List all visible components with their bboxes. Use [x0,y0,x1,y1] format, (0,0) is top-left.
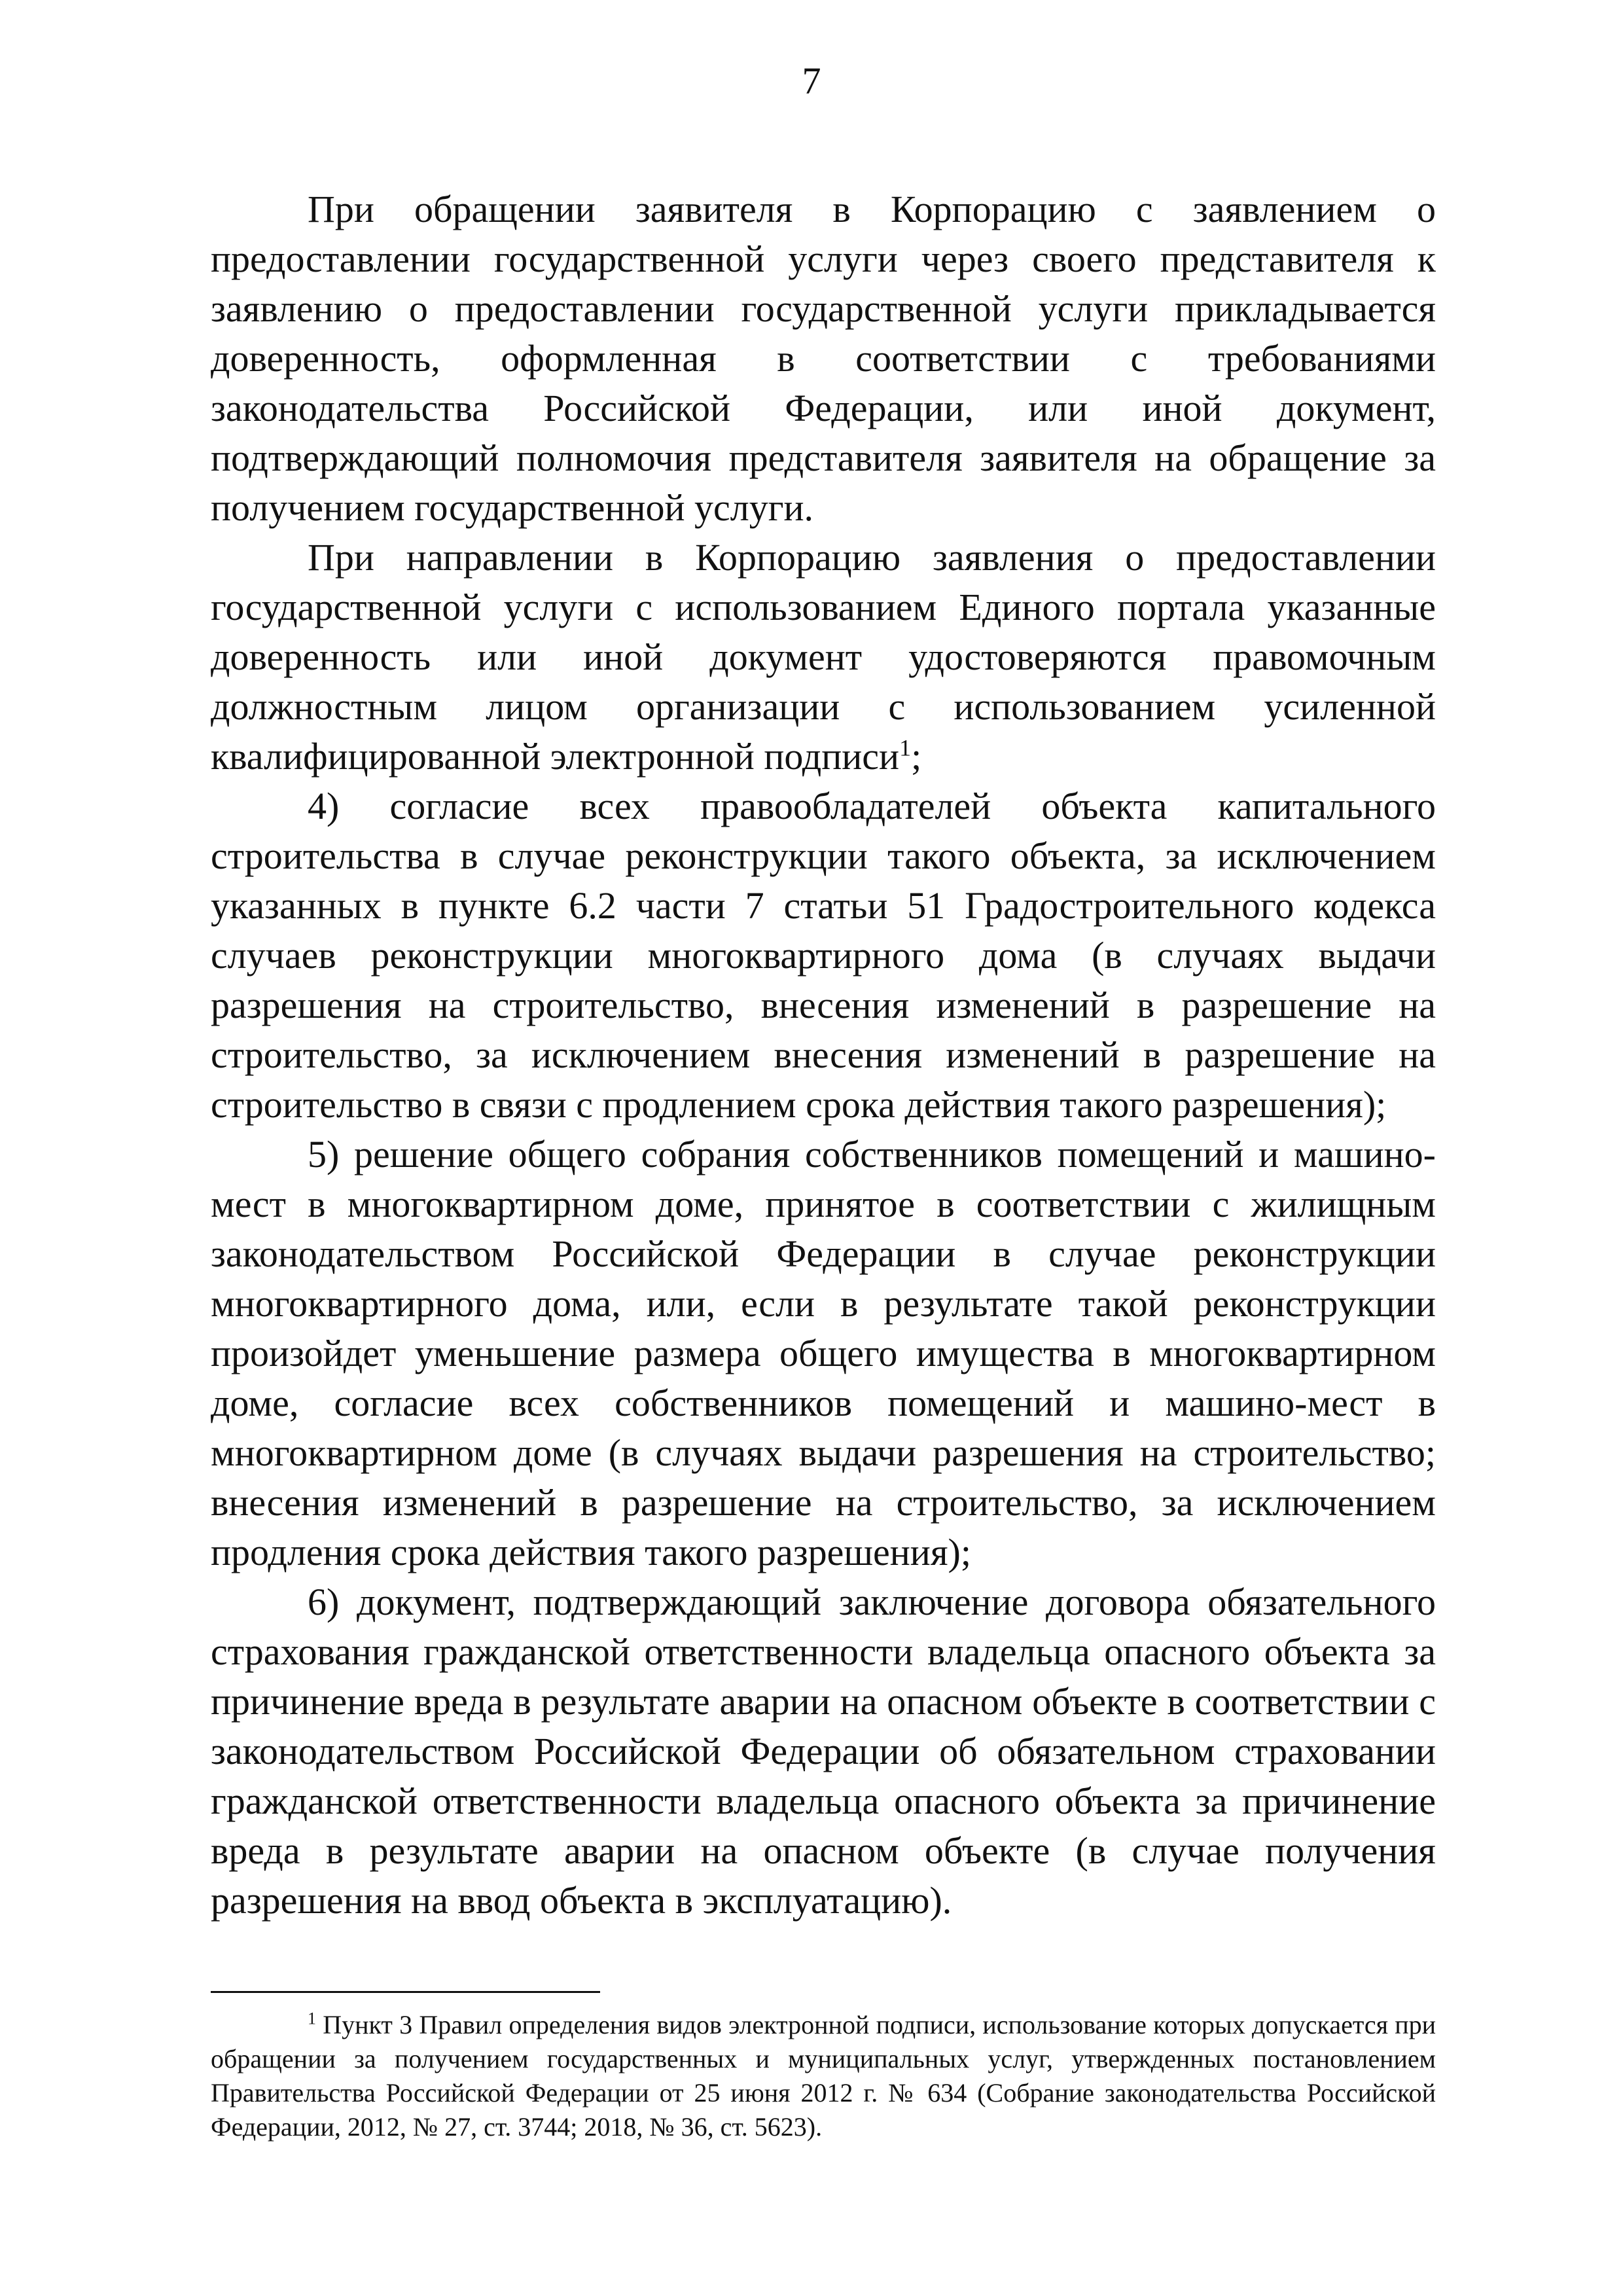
paragraph-text: 5) решение общего собрания собственников помещений и машино-мест в многоквартирном доме, принятое в соответствии с жилищным законодательством Российской Федерации в случае реконструкции многоквартирного дома, или, если в результате такой реконструкции произойдет уменьшение размера общего имущества в многоквартирном доме, согласие всех собственников помещений и машино-мест в многоквартирном доме (в случаях выдачи разрешения на строительство; внесения изменений в разрешение на строительство, за исключением продления срока действия такого разрешения); [211,1133,1436,1573]
paragraph-item-5 [211,1130,1436,1577]
page-number: 7 [802,60,821,102]
footnote-reference: 1 [899,734,912,761]
paragraph-text: 6) документ, подтверждающий заключение договора обязательного страхования гражданской ответственности владельца опасного объекта за причинение вреда в результате аварии на опасном объекте в соответствии с законодательством Российской Федерации об обязательном страховании гражданской ответственности владельца опасного объекта за причинение вреда в результате аварии на опасном объекте (в случае получения разрешения на ввод объекта в эксплуатацию). [211,1581,1436,1922]
paragraph-text: При направлении в Корпорацию заявления о предоставлении государственной услуги с использованием Единого портала указанные доверенность или иной документ удостоверяются правомочным должностным лицом организации с использованием усиленной квалифицированной электронной подписи [211,536,1436,778]
paragraph-text: 4) согласие всех правообладателей объекта капитального строительства в случае реконструкции такого объекта, за исключением указанных в пункте 6.2 части 7 статьи 51 Градостроительного кодекса случаев реконструкции многоквартирного дома (в случаях выдачи разрешения на строительство, внесения изменений в разрешение на строительство, за исключением внесения изменений в разрешение на строительство в связи с продлением срока действия такого разрешения); [211,785,1436,1126]
footnote-text: Пункт 3 Правил определения видов электронной подписи, использование которых допускается при обращении за получением государственных и муниципальных услуг, утвержденных постановлением Правительства Российской Федерации от 25 июня 2012 г. № 634 (Собрание законодательства Российской Федерации, 2012, № 27, ст. 3744; 2018, № 36, ст. 5623). [211,2010,1436,2142]
paragraph-portal [211,533,1436,781]
paragraph-item-6 [211,1577,1436,1926]
paragraph-representative [211,185,1436,533]
footnote-divider [211,1991,600,1993]
main-text [211,185,1436,1926]
footnote-number: 1 [308,2009,316,2028]
paragraph-ending: ; [911,735,922,778]
paragraph-text: При обращении заявителя в Корпорацию с заявлением о предоставлении государственной услуги через своего представителя к заявлению о предоставлении государственной услуги прикладывается доверенность, оформленная в соответствии с требованиями законодательства Российской Федерации, или иной документ, подтверждающий полномочия представителя заявителя на обращение за получением государственной услуги. [211,188,1436,529]
paragraph-item-4 [211,781,1436,1130]
footnote [211,2008,1436,2144]
